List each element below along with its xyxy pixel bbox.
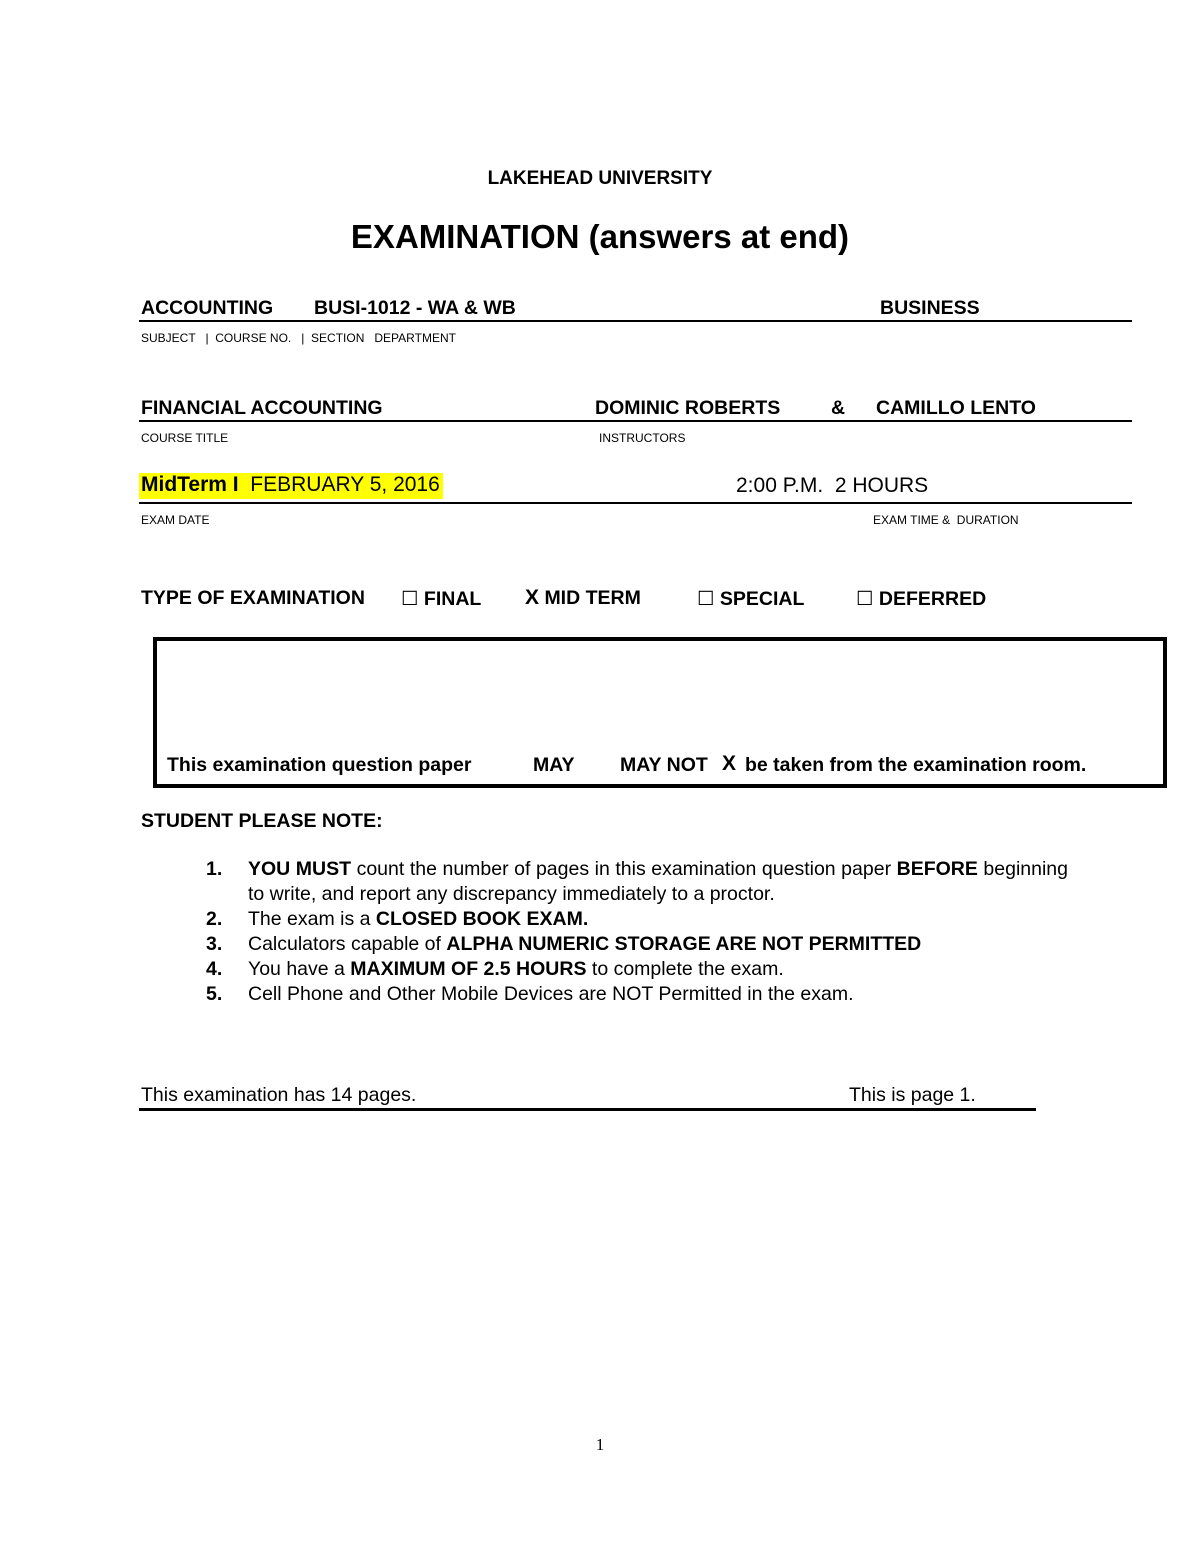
list-item [206, 857, 1068, 907]
notice-may-not: MAY NOT [620, 754, 708, 776]
page-count-text: This examination has 14 pages. [141, 1084, 417, 1106]
instructor-1: DOMINIC ROBERTS [595, 397, 781, 419]
exam-type-deferred[interactable] [856, 587, 986, 611]
list-text: YOU MUST count the number of pages in this examination question paper BEFORE beginning to write, and report any discrepancy immediately to a proctor. [248, 858, 1068, 905]
exam-time: 2:00 P.M. 2 HOURS [736, 474, 929, 497]
notice-text-start: This examination question paper [167, 754, 472, 776]
special-label: SPECIAL [719, 588, 805, 610]
course-title-caption: COURSE TITLE [141, 431, 229, 445]
exam-type-label: TYPE OF EXAMINATION [141, 587, 365, 609]
note-heading: STUDENT PLEASE NOTE: [141, 810, 383, 832]
course-title: FINANCIAL ACCOUNTING [141, 397, 383, 419]
midterm-checkmark-icon[interactable]: X [525, 586, 540, 609]
page-number: 1 [595, 1435, 605, 1454]
current-page-text: This is page 1. [849, 1084, 976, 1106]
special-checkbox-icon[interactable]: ☐ [697, 588, 715, 610]
notice-may: MAY [533, 754, 575, 776]
list-text: You have a MAXIMUM OF 2.5 HOURS to complete the exam. [248, 958, 784, 980]
list-item [206, 982, 1068, 1007]
instructor-ampersand: & [831, 397, 846, 419]
subject: ACCOUNTING [141, 297, 274, 319]
list-item [206, 907, 1068, 932]
list-number: 1. [206, 858, 223, 880]
exam-type-special[interactable] [697, 587, 804, 611]
midterm-type-label: MID TERM [544, 587, 641, 609]
list-number: 2. [206, 908, 223, 930]
note-list [206, 857, 1068, 1007]
row2-underline [139, 420, 1132, 422]
instructor-2: CAMILLO LENTO [876, 397, 1036, 419]
list-text: Calculators capable of ALPHA NUMERIC STORAGE ARE NOT PERMITTED [248, 933, 922, 955]
final-checkbox-icon[interactable]: ☐ [401, 588, 419, 610]
deferred-checkbox-icon[interactable]: ☐ [856, 588, 874, 610]
row3-underline [139, 502, 1132, 504]
exam-type-midterm[interactable] [525, 586, 641, 610]
exam-title: EXAMINATION (answers at end) [350, 218, 850, 255]
instructors-caption: INSTRUCTORS [599, 431, 686, 445]
list-item [206, 932, 1068, 957]
list-text: The exam is a CLOSED BOOK EXAM. [248, 908, 589, 930]
list-number: 4. [206, 958, 223, 980]
exam-type-final[interactable] [401, 587, 481, 611]
deferred-label: DEFERRED [878, 588, 987, 610]
course-section: BUSI-1012 - WA & WB [314, 297, 516, 319]
row1-caption: SUBJECT | COURSE NO. | SECTION DEPARTMENT [141, 331, 456, 345]
department: BUSINESS [880, 297, 980, 319]
university-name: LAKEHEAD UNIVERSITY [487, 168, 713, 189]
list-number: 5. [206, 983, 223, 1005]
footer-underline [139, 1108, 1036, 1111]
list-text: Cell Phone and Other Mobile Devices are NOT Permitted in the exam. [248, 983, 854, 1005]
exam-date-caption: EXAM DATE [141, 513, 210, 527]
exam-date-highlight [139, 473, 443, 499]
exam-time-caption: EXAM TIME & DURATION [873, 513, 1019, 527]
list-number: 3. [206, 933, 223, 955]
midterm-label: MidTerm I [141, 473, 239, 496]
exam-date: FEBRUARY 5, 2016 [250, 473, 440, 496]
notice-mark: X [722, 752, 737, 775]
notice-text-end: be taken from the examination room. [745, 754, 1087, 776]
row1-underline [139, 320, 1132, 322]
list-item [206, 957, 1068, 982]
final-label: FINAL [423, 588, 482, 610]
